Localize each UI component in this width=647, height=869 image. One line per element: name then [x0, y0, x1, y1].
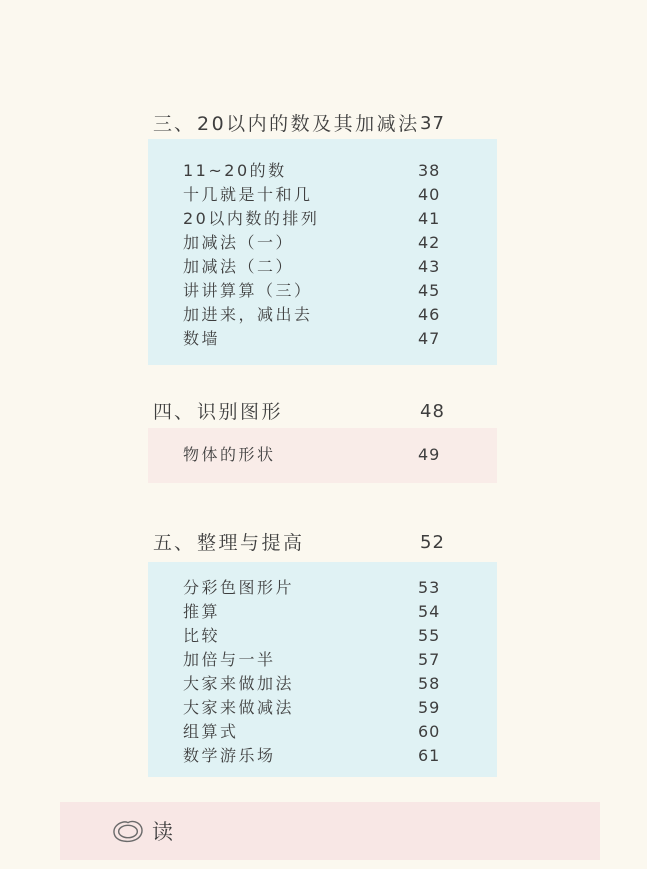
lips-icon [112, 819, 144, 844]
toc-item-page: 47 [418, 329, 441, 348]
section-page-number: 48 [420, 401, 445, 422]
toc-item-page: 46 [418, 305, 441, 324]
toc-item-title: 加倍与一半 [183, 650, 276, 669]
section-page-number: 52 [420, 532, 445, 553]
toc-item-page: 42 [418, 233, 441, 252]
toc-item-title: 大家来做减法 [183, 698, 295, 717]
toc-item-title: 加减法（一） [183, 233, 295, 252]
section-header-4 [153, 399, 445, 425]
section-4-items-box [148, 428, 497, 483]
section-title: 整理与提高 [197, 532, 305, 554]
toc-item-page: 57 [418, 650, 441, 669]
toc-row [148, 255, 497, 279]
toc-row [148, 744, 497, 768]
toc-row [148, 443, 497, 467]
toc-row [148, 303, 497, 327]
toc-row [148, 624, 497, 648]
section-page-number: 37 [420, 113, 445, 134]
toc-item-page: 61 [418, 746, 441, 765]
toc-item-page: 45 [418, 281, 441, 300]
toc-row [148, 327, 497, 351]
section-3-items-box [148, 139, 497, 365]
toc-item-title: 11~20的数 [183, 161, 287, 180]
toc-item-title: 数学游乐场 [183, 746, 276, 765]
toc-item-page: 40 [418, 185, 441, 204]
toc-item-page: 59 [418, 698, 441, 717]
toc-item-page: 58 [418, 674, 441, 693]
section-5-items-box [148, 562, 497, 777]
toc-item-page: 55 [418, 626, 441, 645]
toc-item-title: 大家来做加法 [183, 674, 295, 693]
section-number: 四、 [153, 401, 196, 423]
toc-row [148, 207, 497, 231]
section-number: 三、 [153, 113, 196, 135]
toc-row [148, 696, 497, 720]
section-header-5 [153, 530, 445, 556]
section-number: 五、 [153, 532, 196, 554]
toc-row [148, 231, 497, 255]
toc-item-page: 38 [418, 161, 441, 180]
toc-item-page: 41 [418, 209, 441, 228]
toc-row [148, 672, 497, 696]
toc-item-title: 物体的形状 [183, 445, 276, 464]
toc-item-page: 49 [418, 445, 441, 464]
toc-row [148, 600, 497, 624]
section-header-3 [153, 111, 445, 137]
toc-item-page: 43 [418, 257, 441, 276]
toc-item-title: 20以内数的排列 [183, 209, 320, 228]
toc-item-page: 54 [418, 602, 441, 621]
toc-row [148, 576, 497, 600]
section-title: 20以内的数及其加减法 [197, 113, 420, 135]
toc-item-title: 讲讲算算（三） [183, 281, 313, 300]
toc-item-title: 十几就是十和几 [183, 185, 313, 204]
toc-row [148, 159, 497, 183]
toc-item-page: 53 [418, 578, 441, 597]
toc-item-title: 推算 [183, 602, 221, 621]
section-title: 识别图形 [197, 401, 284, 423]
toc-item-title: 比较 [183, 626, 221, 645]
toc-row [148, 183, 497, 207]
toc-item-title: 加减法（二） [183, 257, 295, 276]
toc-item-page: 60 [418, 722, 441, 741]
toc-row [148, 720, 497, 744]
toc-item-title: 加进来，减出去 [183, 305, 313, 324]
toc-item-title: 数墙 [183, 329, 221, 348]
read-label: 读 [152, 820, 174, 844]
toc-row [148, 279, 497, 303]
toc-item-title: 分彩色图形片 [183, 578, 295, 597]
toc-item-title: 组算式 [183, 722, 239, 741]
toc-row [148, 648, 497, 672]
footer-strip [60, 802, 600, 860]
